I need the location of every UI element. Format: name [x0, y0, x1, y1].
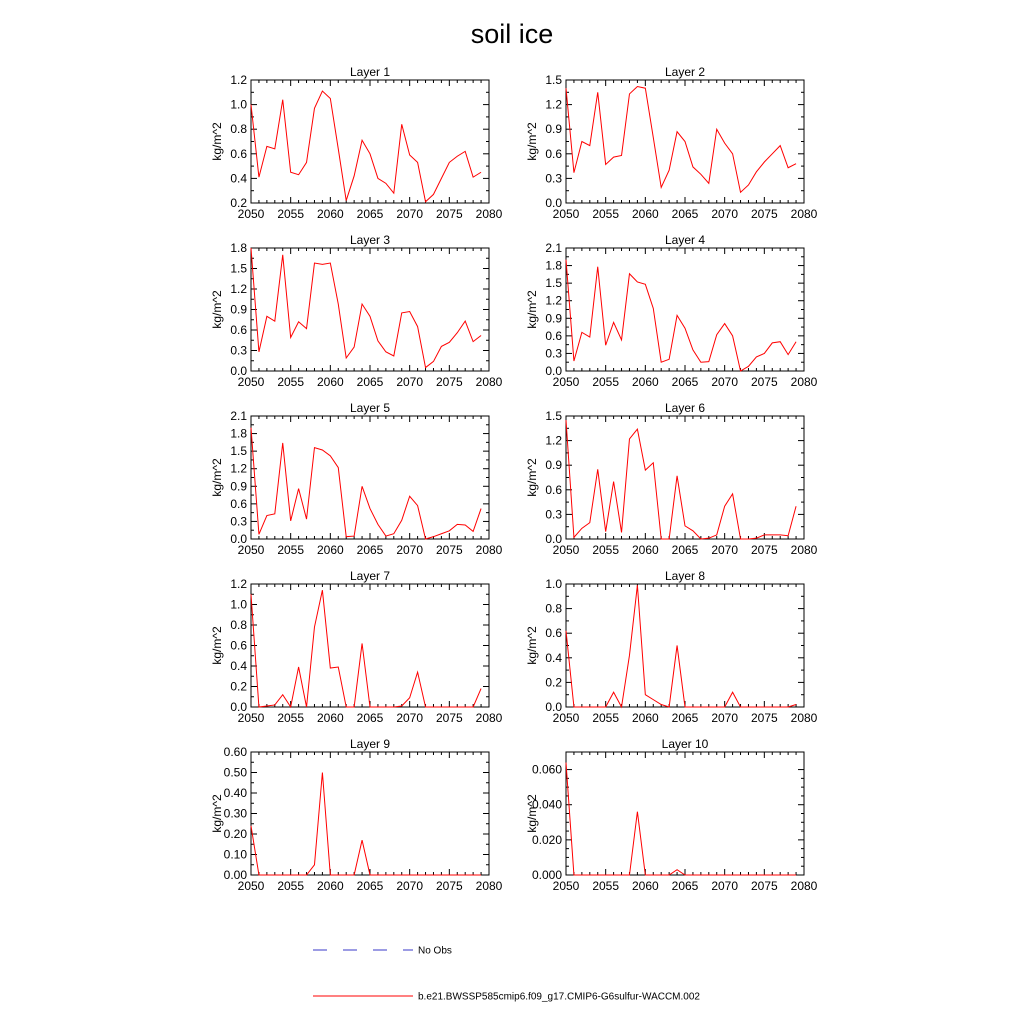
- y-tick-label: 0.6: [230, 323, 247, 337]
- y-axis-label: kg/m^2: [210, 122, 224, 161]
- legend-label-model: b.e21.BWSSP585cmip6.f09_g17.CMIP6-G6sulfur-WACCM.002: [418, 991, 700, 1003]
- plot-frame: [251, 584, 489, 707]
- x-tick-label: 2065: [671, 711, 699, 725]
- y-tick-label: 0.10: [223, 847, 247, 862]
- y-tick-label: 0.0: [545, 196, 562, 210]
- chart-layer-5: [210, 401, 503, 557]
- chart-panels: [210, 65, 818, 893]
- x-tick-label: 2070: [396, 879, 424, 893]
- x-tick-label: 2075: [750, 207, 778, 221]
- x-tick-label: 2070: [396, 207, 424, 221]
- plot-frame: [566, 752, 804, 875]
- chart-layer-2: [525, 65, 818, 221]
- y-tick-label: 0.9: [545, 311, 562, 326]
- plot-frame: [251, 752, 489, 875]
- series-line-layer-4: [566, 260, 796, 371]
- y-axis-label: kg/m^2: [210, 290, 224, 329]
- y-tick-label: 0.2: [545, 675, 562, 690]
- x-tick-label: 2055: [277, 207, 305, 221]
- x-tick-label: 2065: [671, 375, 699, 389]
- y-tick-label: 1.2: [545, 433, 562, 448]
- chart-layer-4: [525, 233, 818, 389]
- x-tick-label: 2070: [711, 711, 739, 725]
- y-tick-label: 0.20: [223, 827, 247, 841]
- x-tick-label: 2070: [396, 711, 424, 725]
- x-tick-label: 2065: [671, 543, 699, 557]
- x-tick-label: 2050: [552, 711, 580, 725]
- y-tick-label: 2.1: [230, 409, 247, 423]
- y-axis-label: kg/m^2: [525, 794, 539, 833]
- y-tick-label: 1.5: [545, 276, 562, 291]
- y-tick-label: 0.6: [545, 146, 562, 161]
- x-tick-label: 2060: [316, 207, 344, 221]
- x-tick-label: 2075: [435, 543, 463, 557]
- y-tick-label: 1.2: [545, 97, 562, 112]
- y-tick-label: 0.8: [545, 601, 562, 616]
- y-tick-label: 0.4: [545, 650, 562, 665]
- panel-title-layer-1: Layer 1: [349, 65, 391, 79]
- x-tick-label: 2060: [631, 711, 659, 725]
- series-line-layer-1: [251, 91, 481, 202]
- y-tick-label: 1.5: [230, 444, 247, 459]
- series-line-layer-2: [566, 87, 796, 193]
- y-axis-label: kg/m^2: [525, 458, 539, 497]
- x-tick-label: 2055: [592, 375, 620, 389]
- x-tick-label: 2050: [552, 879, 580, 893]
- series-line-layer-6: [566, 420, 796, 539]
- x-tick-label: 2050: [552, 375, 580, 389]
- x-tick-label: 2065: [671, 207, 699, 221]
- y-tick-label: 0.3: [545, 346, 562, 361]
- x-tick-label: 2055: [277, 711, 305, 725]
- chart-layer-3: [210, 233, 503, 389]
- x-tick-label: 2050: [237, 711, 265, 725]
- x-tick-label: 2055: [592, 711, 620, 725]
- x-tick-label: 2075: [435, 375, 463, 389]
- y-tick-label: 1.0: [230, 97, 247, 112]
- x-tick-label: 2050: [237, 879, 265, 893]
- y-tick-label: 1.0: [545, 577, 562, 591]
- y-tick-label: 0.0: [545, 532, 562, 546]
- y-tick-label: 1.5: [545, 73, 562, 87]
- y-tick-label: 0.8: [230, 618, 247, 632]
- y-tick-label: 0.4: [230, 171, 247, 186]
- y-tick-label: 0.9: [545, 458, 562, 473]
- x-tick-label: 2075: [750, 879, 778, 893]
- x-tick-label: 2050: [237, 375, 265, 389]
- panel-title-layer-5: Layer 5: [349, 401, 391, 415]
- x-tick-label: 2080: [475, 711, 503, 725]
- y-tick-label: 0.60: [223, 745, 247, 759]
- x-tick-label: 2060: [316, 711, 344, 725]
- y-tick-label: 0.3: [230, 343, 247, 358]
- y-axis-label: kg/m^2: [525, 290, 539, 329]
- panel-title-layer-2: Layer 2: [664, 65, 706, 79]
- x-tick-label: 2055: [277, 879, 305, 893]
- y-tick-label: 0.3: [545, 171, 562, 186]
- y-tick-label: 0.50: [223, 765, 247, 780]
- x-tick-label: 2060: [316, 543, 344, 557]
- y-tick-label: 1.8: [545, 258, 562, 273]
- x-tick-label: 2080: [790, 207, 818, 221]
- y-tick-label: 0.0: [230, 364, 247, 378]
- plot-frame: [251, 248, 489, 371]
- x-tick-label: 2060: [631, 879, 659, 893]
- x-tick-label: 2055: [592, 879, 620, 893]
- y-tick-label: 0.6: [230, 146, 247, 161]
- y-tick-label: 0.3: [230, 514, 247, 529]
- series-line-layer-8: [566, 585, 796, 707]
- x-tick-label: 2065: [356, 375, 384, 389]
- x-tick-label: 2060: [316, 375, 344, 389]
- x-tick-label: 2070: [711, 879, 739, 893]
- x-tick-label: 2070: [396, 543, 424, 557]
- x-tick-label: 2050: [237, 543, 265, 557]
- x-tick-label: 2080: [475, 543, 503, 557]
- x-tick-label: 2080: [475, 375, 503, 389]
- x-tick-label: 2050: [237, 207, 265, 221]
- y-tick-label: 0.40: [223, 786, 247, 800]
- y-tick-label: 0.6: [545, 626, 562, 641]
- chart-layer-1: [210, 65, 503, 221]
- page-title: soil ice: [470, 19, 554, 49]
- y-tick-label: 0.0: [230, 700, 247, 714]
- panel-title-layer-6: Layer 6: [664, 401, 706, 415]
- y-tick-label: 0.0: [545, 364, 562, 378]
- x-tick-label: 2065: [356, 207, 384, 221]
- x-tick-label: 2075: [750, 375, 778, 389]
- y-tick-label: 1.5: [230, 261, 247, 276]
- y-tick-label: 0.000: [531, 868, 562, 882]
- series-line-layer-5: [251, 428, 481, 539]
- y-axis-label: kg/m^2: [210, 458, 224, 497]
- panel-title-layer-8: Layer 8: [664, 569, 706, 583]
- legend: [313, 946, 700, 1003]
- panel-title-layer-7: Layer 7: [349, 569, 391, 583]
- y-tick-label: 0.4: [230, 659, 247, 673]
- x-tick-label: 2065: [356, 879, 384, 893]
- y-tick-label: 1.2: [230, 282, 247, 296]
- y-tick-label: 0.060: [531, 762, 562, 777]
- y-tick-label: 0.9: [230, 302, 247, 317]
- x-tick-label: 2060: [631, 375, 659, 389]
- x-tick-label: 2055: [592, 543, 620, 557]
- y-tick-label: 0.6: [230, 496, 247, 511]
- y-tick-label: 0.040: [531, 797, 562, 812]
- plot-frame: [566, 584, 804, 707]
- series-line-layer-3: [251, 248, 481, 368]
- x-tick-label: 2080: [475, 879, 503, 893]
- y-tick-label: 2.1: [545, 241, 562, 255]
- y-tick-label: 0.9: [230, 479, 247, 494]
- chart-layer-8: [525, 569, 818, 725]
- series-line-layer-9: [251, 773, 481, 876]
- x-tick-label: 2065: [356, 711, 384, 725]
- panel-title-layer-3: Layer 3: [349, 233, 391, 247]
- x-tick-label: 2055: [277, 375, 305, 389]
- x-tick-label: 2075: [435, 879, 463, 893]
- x-tick-label: 2065: [356, 543, 384, 557]
- panel-title-layer-9: Layer 9: [349, 737, 391, 751]
- y-tick-label: 1.5: [545, 409, 562, 423]
- y-tick-label: 0.2: [230, 196, 247, 210]
- y-tick-label: 0.020: [531, 832, 562, 847]
- x-tick-label: 2080: [790, 375, 818, 389]
- y-tick-label: 0.9: [545, 122, 562, 137]
- y-tick-label: 0.3: [545, 507, 562, 522]
- y-axis-label: kg/m^2: [525, 626, 539, 665]
- chart-layer-9: [210, 737, 503, 893]
- x-tick-label: 2075: [435, 207, 463, 221]
- chart-layer-6: [525, 401, 818, 557]
- plot-frame: [566, 416, 804, 539]
- x-tick-label: 2070: [711, 375, 739, 389]
- x-tick-label: 2080: [790, 879, 818, 893]
- x-tick-label: 2070: [711, 207, 739, 221]
- y-tick-label: 0.6: [545, 328, 562, 343]
- x-tick-label: 2055: [592, 207, 620, 221]
- x-tick-label: 2050: [552, 207, 580, 221]
- x-tick-label: 2080: [790, 711, 818, 725]
- x-tick-label: 2060: [316, 879, 344, 893]
- chart-layer-10: [525, 737, 818, 893]
- series-line-layer-7: [251, 590, 481, 707]
- y-tick-label: 1.8: [230, 241, 247, 255]
- y-tick-label: 1.2: [545, 293, 562, 308]
- x-tick-label: 2060: [631, 543, 659, 557]
- x-tick-label: 2070: [396, 375, 424, 389]
- y-tick-label: 1.2: [230, 577, 247, 591]
- y-tick-label: 1.8: [230, 426, 247, 441]
- y-tick-label: 1.2: [230, 461, 247, 476]
- panel-title-layer-10: Layer 10: [661, 737, 709, 751]
- y-tick-label: 0.6: [545, 482, 562, 497]
- x-tick-label: 2075: [750, 711, 778, 725]
- chart-layer-7: [210, 569, 503, 725]
- x-tick-label: 2075: [435, 711, 463, 725]
- x-tick-label: 2075: [750, 543, 778, 557]
- plot-frame: [251, 80, 489, 203]
- y-tick-label: 0.30: [223, 806, 247, 821]
- panel-title-layer-4: Layer 4: [664, 233, 706, 247]
- y-tick-label: 1.2: [230, 73, 247, 87]
- y-tick-label: 0.8: [230, 122, 247, 137]
- y-tick-label: 0.0: [230, 532, 247, 546]
- y-tick-label: 1.0: [230, 597, 247, 612]
- x-tick-label: 2080: [790, 543, 818, 557]
- y-axis-label: kg/m^2: [210, 794, 224, 833]
- x-tick-label: 2070: [711, 543, 739, 557]
- x-tick-label: 2080: [475, 207, 503, 221]
- series-line-layer-10: [566, 763, 796, 875]
- y-tick-label: 0.00: [223, 868, 247, 882]
- y-axis-label: kg/m^2: [525, 122, 539, 161]
- y-axis-label: kg/m^2: [210, 626, 224, 665]
- x-tick-label: 2050: [552, 543, 580, 557]
- y-tick-label: 0.0: [545, 700, 562, 714]
- y-tick-label: 0.2: [230, 679, 247, 694]
- legend-label-no-obs: No Obs: [418, 945, 452, 957]
- x-tick-label: 2055: [277, 543, 305, 557]
- x-tick-label: 2060: [631, 207, 659, 221]
- y-tick-label: 0.6: [230, 638, 247, 653]
- x-tick-label: 2065: [671, 879, 699, 893]
